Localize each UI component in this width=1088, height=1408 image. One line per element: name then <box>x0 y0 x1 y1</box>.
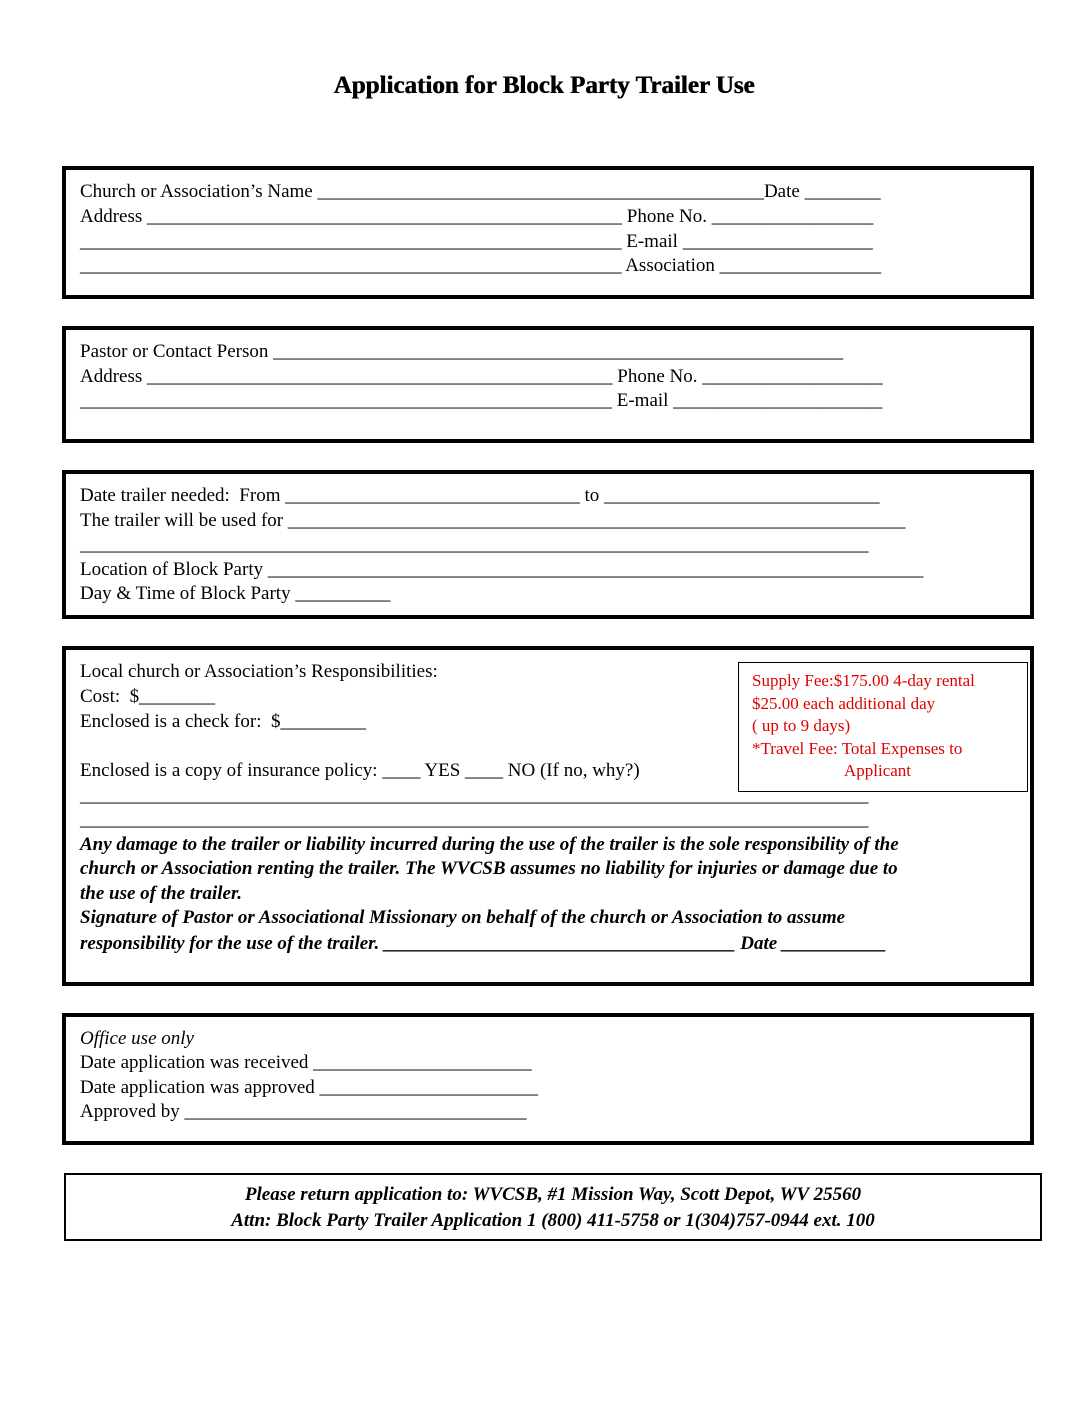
liability-statement: Any damage to the trailer or liability incurred during the use of the trailer is the sole responsibility of the <box>80 834 899 855</box>
trailer-usage-section <box>62 470 1034 619</box>
liability-statement-2: church or Association renting the trailer. The WVCSB assumes no liability for injuries or damage due to <box>80 858 898 879</box>
check-amount-field[interactable]: Enclosed is a check for: $_________ <box>80 711 366 732</box>
responsibilities-section <box>62 646 1034 986</box>
cost-field[interactable]: Cost: $________ <box>80 686 216 707</box>
max-days-text: ( up to 9 days) <box>752 716 851 735</box>
signature-statement: Signature of Pastor or Associational Missionary on behalf of the church or Association to assume <box>80 907 846 928</box>
return-address: Please return application to: WVCSB, #1 Mission Way, Scott Depot, WV 25560 <box>244 1184 862 1205</box>
contact-person-section <box>62 326 1034 443</box>
block-party-time-field[interactable]: Day & Time of Block Party __________ <box>80 583 391 604</box>
insurance-field[interactable]: Enclosed is a copy of insurance policy: ____ YES ____ NO (If no, why?) <box>80 760 640 781</box>
office-use-heading: Office use only <box>80 1028 194 1049</box>
office-use-section <box>62 1013 1034 1145</box>
contact-address-field[interactable]: Address _________________________________________________ Phone No. ___________________ <box>80 366 883 387</box>
trailer-use-continued-field[interactable]: ___________________________________________________________________________________ <box>80 534 869 555</box>
date-received-field[interactable]: Date application was received _______________________ <box>80 1052 532 1073</box>
church-email-field[interactable]: _________________________________________________________ E-mail ____________________ <box>80 231 873 252</box>
contact-email-field[interactable]: ________________________________________________________ E-mail ______________________ <box>80 390 883 411</box>
signature-field[interactable]: responsibility for the use of the trailer. _____________________________________ Date ___________ <box>80 933 887 954</box>
return-address-box <box>64 1173 1042 1241</box>
contact-person-field[interactable]: Pastor or Contact Person ____________________________________________________________ <box>80 341 844 362</box>
insurance-reason-line-2[interactable]: ___________________________________________________________________________________ <box>80 809 869 830</box>
insurance-reason-line-1[interactable]: ___________________________________________________________________________________ <box>80 785 869 806</box>
trailer-use-field[interactable]: The trailer will be used for _________________________________________________________________ <box>80 510 906 531</box>
date-needed-field[interactable]: Date trailer needed: From _______________________________ to _____________________________ <box>80 485 880 506</box>
approved-by-field[interactable]: Approved by ____________________________________ <box>80 1101 527 1122</box>
church-name-field[interactable]: Church or Association’s Name _______________________________________________Date ________ <box>80 181 881 202</box>
responsibilities-heading: Local church or Association’s Responsibilities: <box>80 661 438 682</box>
form-title: Application for Block Party Trailer Use <box>333 72 755 99</box>
block-party-location-field[interactable]: Location of Block Party _____________________________________________________________________ <box>80 559 924 580</box>
church-association-field[interactable]: _________________________________________________________ Association _________________ <box>80 255 882 276</box>
supply-fee-text: Supply Fee:$175.00 4-day rental <box>752 671 975 690</box>
travel-fee-text: *Travel Fee: Total Expenses to <box>752 738 963 758</box>
additional-day-fee-text: $25.00 each additional day <box>752 693 936 713</box>
church-info-section <box>62 166 1034 299</box>
date-approved-field[interactable]: Date application was approved _______________________ <box>80 1077 539 1098</box>
liability-statement-3: the use of the trailer. <box>80 883 243 904</box>
fee-info-box <box>738 662 1028 792</box>
church-address-field[interactable]: Address __________________________________________________ Phone No. _________________ <box>80 206 874 227</box>
travel-fee-applicant-text: Applicant <box>843 761 912 780</box>
return-attention: Attn: Block Party Trailer Application 1 (800) 411-5758 or 1(304)757-0944 ext. 100 <box>231 1210 875 1231</box>
